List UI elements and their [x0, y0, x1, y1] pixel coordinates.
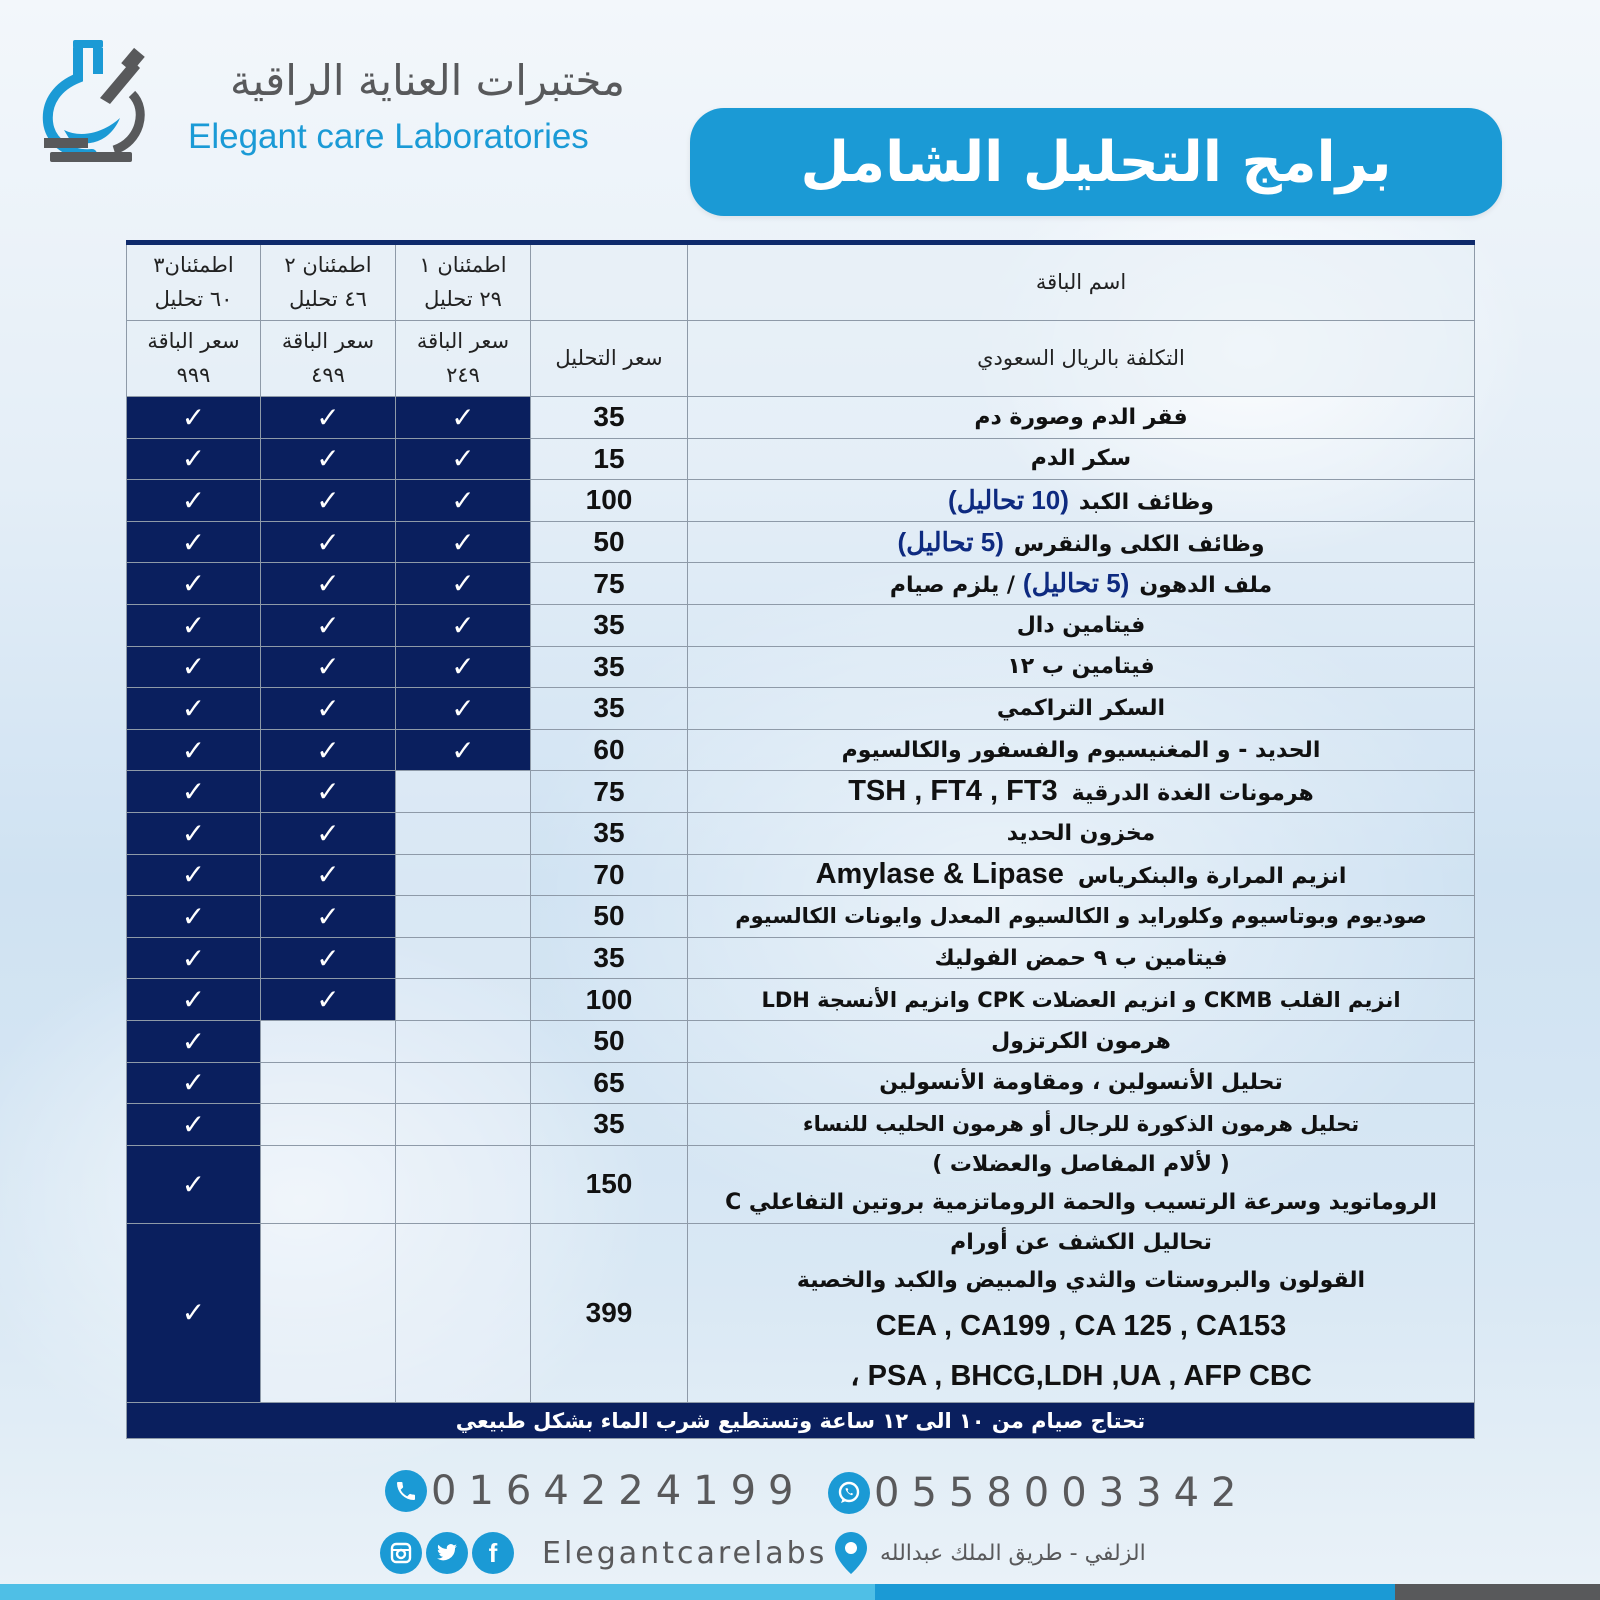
check-icon: ✓ — [127, 854, 261, 896]
empty-cell — [261, 1020, 396, 1062]
social-links — [380, 1532, 827, 1574]
test-name: هرمونات الغدة الدرقيةTSH , FT4 , FT3 — [688, 771, 1475, 813]
empty-cell — [396, 812, 531, 854]
check-icon: ✓ — [396, 646, 531, 688]
package-1-price: سعر الباقة ٢٤٩ — [396, 321, 531, 397]
phone-number: 0164224199 — [431, 1468, 806, 1514]
table-row — [127, 812, 1475, 854]
test-price: 35 — [531, 1104, 688, 1146]
instagram-icon[interactable] — [380, 1532, 422, 1574]
check-icon: ✓ — [127, 1145, 261, 1223]
empty-cell — [396, 1062, 531, 1104]
table-row — [127, 771, 1475, 813]
check-icon: ✓ — [261, 688, 396, 730]
test-name: تحاليل الكشف عن أورام القولون والبروستات والثدي والمبيض والكبد والخصية CEA , CA199 , CA 125 , CA153 PSA , BHCG,LDH ,UA , AFP CBC ، — [688, 1223, 1475, 1403]
test-name: تحليل الأنسولين ، ومقاومة الأنسولين — [688, 1062, 1475, 1104]
fasting-note: تحتاج صيام من ١٠ الى ١٢ ساعة وتستطيع شرب الماء بشكل طبيعي — [127, 1403, 1475, 1439]
logo-arabic-name: مختبرات العناية الراقية — [229, 56, 625, 105]
test-price: 65 — [531, 1062, 688, 1104]
test-name: فيتامين دال — [688, 604, 1475, 646]
check-icon: ✓ — [396, 604, 531, 646]
table-row — [127, 1062, 1475, 1104]
check-icon: ✓ — [127, 937, 261, 979]
address-contact — [832, 1530, 1146, 1576]
test-price: 35 — [531, 812, 688, 854]
check-icon: ✓ — [396, 688, 531, 730]
check-icon: ✓ — [261, 812, 396, 854]
empty-cell — [261, 1104, 396, 1146]
check-icon: ✓ — [127, 604, 261, 646]
table-row — [127, 438, 1475, 480]
package-name-label: اسم الباقة — [688, 243, 1475, 321]
test-name: انزيم القلب CKMB و انزيم العضلات CPK وانزيم الأنسجة LDH — [688, 979, 1475, 1021]
table-row — [127, 854, 1475, 896]
test-price: 50 — [531, 521, 688, 563]
check-icon: ✓ — [396, 563, 531, 605]
package-2-header: اطمئنان ٢ ٤٦ تحليل — [261, 243, 396, 321]
test-price: 399 — [531, 1223, 688, 1403]
test-price: 100 — [531, 480, 688, 522]
bottom-color-bar — [0, 1584, 1600, 1600]
twitter-icon[interactable] — [426, 1532, 468, 1574]
table-row — [127, 1020, 1475, 1062]
test-price: 70 — [531, 854, 688, 896]
check-icon: ✓ — [261, 521, 396, 563]
test-price: 35 — [531, 688, 688, 730]
test-price: 15 — [531, 438, 688, 480]
test-name: فقر الدم وصورة دم — [688, 397, 1475, 439]
check-icon: ✓ — [127, 1062, 261, 1104]
check-icon: ✓ — [396, 521, 531, 563]
check-icon: ✓ — [396, 438, 531, 480]
test-price: 100 — [531, 979, 688, 1021]
whatsapp-icon — [828, 1472, 870, 1514]
address-text: الزلفي - طريق الملك عبدالله — [880, 1540, 1146, 1566]
phone-contact[interactable] — [385, 1468, 806, 1514]
empty-cell — [261, 1223, 396, 1403]
facebook-icon[interactable]: f — [472, 1532, 514, 1574]
test-name: الحديد - و المغنيسيوم والفسفور والكالسيوم — [688, 729, 1475, 771]
test-price: 35 — [531, 397, 688, 439]
flask-microscope-icon — [40, 38, 150, 163]
logo — [40, 38, 625, 168]
table-row — [127, 1145, 1475, 1223]
test-name: سكر الدم — [688, 438, 1475, 480]
empty-cell — [396, 1223, 531, 1403]
whatsapp-contact[interactable] — [828, 1470, 1249, 1516]
test-name: فيتامين ب ١٢ — [688, 646, 1475, 688]
check-icon: ✓ — [261, 604, 396, 646]
test-price: 35 — [531, 604, 688, 646]
cost-label: التكلفة بالريال السعودي — [688, 321, 1475, 397]
table-row — [127, 1223, 1475, 1403]
check-icon: ✓ — [261, 979, 396, 1021]
packages-table — [126, 240, 1474, 1439]
package-3-price: سعر الباقة ٩٩٩ — [127, 321, 261, 397]
table-row — [127, 937, 1475, 979]
check-icon: ✓ — [127, 1223, 261, 1403]
test-price: 75 — [531, 771, 688, 813]
table-row — [127, 563, 1475, 605]
check-icon: ✓ — [261, 480, 396, 522]
check-icon: ✓ — [127, 729, 261, 771]
test-price: 60 — [531, 729, 688, 771]
check-icon: ✓ — [127, 521, 261, 563]
check-icon: ✓ — [127, 480, 261, 522]
test-name: مخزون الحديد — [688, 812, 1475, 854]
empty-cell — [261, 1062, 396, 1104]
table-row — [127, 729, 1475, 771]
check-icon: ✓ — [261, 729, 396, 771]
empty-cell — [261, 1145, 396, 1223]
table-row — [127, 896, 1475, 938]
package-1-header: اطمئنان ١ ٢٩ تحليل — [396, 243, 531, 321]
test-price: 150 — [531, 1145, 688, 1223]
test-price-label: سعر التحليل — [531, 321, 688, 397]
check-icon: ✓ — [261, 563, 396, 605]
test-name: وظائف الكلى والنقرس(5 تحاليل) — [688, 521, 1475, 563]
empty-cell — [396, 937, 531, 979]
social-handle[interactable]: Elegantcarelabs — [542, 1535, 828, 1571]
table-row — [127, 688, 1475, 730]
package-3-header: اطمئنان٣ ٦٠ تحليل — [127, 243, 261, 321]
whatsapp-number: 0558003342 — [874, 1470, 1249, 1516]
page-title: برامج التحليل الشامل — [800, 129, 1392, 195]
check-icon: ✓ — [396, 480, 531, 522]
check-icon: ✓ — [127, 979, 261, 1021]
check-icon: ✓ — [261, 646, 396, 688]
check-icon: ✓ — [261, 438, 396, 480]
check-icon: ✓ — [127, 1020, 261, 1062]
check-icon: ✓ — [127, 563, 261, 605]
test-name: انزيم المرارة والبنكرياسAmylase & Lipase — [688, 854, 1475, 896]
check-icon: ✓ — [127, 397, 261, 439]
empty-cell — [396, 896, 531, 938]
test-price: 35 — [531, 646, 688, 688]
bar-gray — [1395, 1584, 1600, 1600]
test-name: السكر التراكمي — [688, 688, 1475, 730]
table-row — [127, 397, 1475, 439]
test-name: تحليل هرمون الذكورة للرجال أو هرمون الحليب للنساء — [688, 1104, 1475, 1146]
location-pin-icon — [832, 1530, 870, 1576]
empty-cell — [396, 1104, 531, 1146]
check-icon: ✓ — [261, 397, 396, 439]
table-row — [127, 480, 1475, 522]
test-name: صوديوم وبوتاسيوم وكلورايد و الكالسيوم المعدل وايونات الكالسيوم — [688, 896, 1475, 938]
check-icon: ✓ — [127, 812, 261, 854]
check-icon: ✓ — [261, 854, 396, 896]
check-icon: ✓ — [396, 729, 531, 771]
check-icon: ✓ — [127, 688, 261, 730]
bar-blue — [875, 1584, 1395, 1600]
table-row — [127, 646, 1475, 688]
table-row — [127, 604, 1475, 646]
check-icon: ✓ — [127, 646, 261, 688]
empty-cell — [396, 771, 531, 813]
check-icon: ✓ — [127, 1104, 261, 1146]
empty-cell — [396, 979, 531, 1021]
test-name: فيتامين ب ٩ حمض الفوليك — [688, 937, 1475, 979]
check-icon: ✓ — [127, 438, 261, 480]
logo-english-name: Elegant care Laboratories — [188, 117, 589, 156]
empty-cell — [396, 854, 531, 896]
table-row — [127, 979, 1475, 1021]
table-row — [127, 1104, 1475, 1146]
table-row — [127, 521, 1475, 563]
title-banner — [690, 108, 1502, 216]
bar-light-blue — [0, 1584, 875, 1600]
check-icon: ✓ — [127, 771, 261, 813]
phone-icon — [385, 1470, 427, 1512]
header-empty — [531, 243, 688, 321]
empty-cell — [396, 1145, 531, 1223]
test-price: 50 — [531, 1020, 688, 1062]
package-2-price: سعر الباقة ٤٩٩ — [261, 321, 396, 397]
test-name: وظائف الكبد(10 تحاليل) — [688, 480, 1475, 522]
test-name: ( لألام المفاصل والعضلات ) الروماتويد وسرعة الرتسيب والحمة الروماتزمية بروتين التفاعلي C — [688, 1145, 1475, 1223]
test-price: 75 — [531, 563, 688, 605]
check-icon: ✓ — [127, 896, 261, 938]
check-icon: ✓ — [261, 896, 396, 938]
check-icon: ✓ — [396, 397, 531, 439]
check-icon: ✓ — [261, 937, 396, 979]
check-icon: ✓ — [261, 771, 396, 813]
test-price: 50 — [531, 896, 688, 938]
test-name: هرمون الكرتزول — [688, 1020, 1475, 1062]
test-price: 35 — [531, 937, 688, 979]
empty-cell — [396, 1020, 531, 1062]
test-name: ملف الدهون(5 تحاليل)/ يلزم صيام — [688, 563, 1475, 605]
